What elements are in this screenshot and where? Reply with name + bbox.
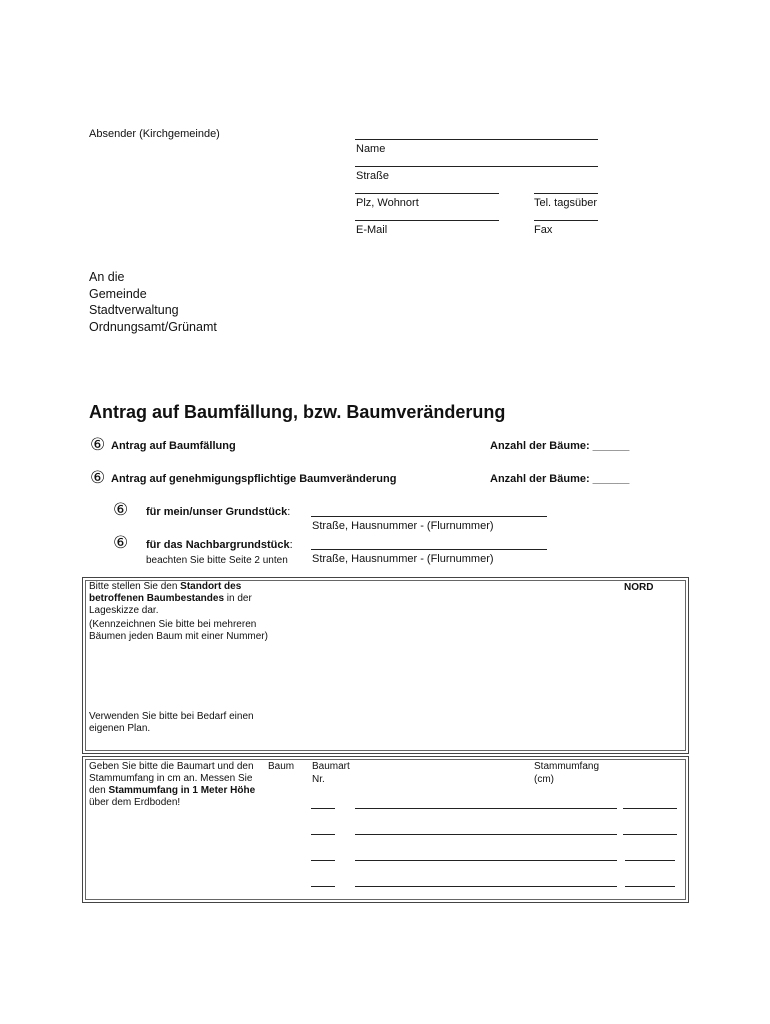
species-text-post: über dem Erdboden! bbox=[89, 797, 181, 808]
own-property-text: für mein/unser Grundstück bbox=[146, 506, 288, 518]
name-label: Name bbox=[356, 143, 386, 155]
colon: : bbox=[287, 506, 291, 518]
circumference-field[interactable] bbox=[623, 834, 677, 835]
page-title: Antrag auf Baumfällung, bzw. Baumveränderung bbox=[89, 402, 506, 422]
felling-option-label: Antrag auf Baumfällung bbox=[111, 440, 236, 452]
recipient-line: An die bbox=[89, 270, 125, 284]
location-text-bold: Standort des betroffenen Baumbestandes bbox=[89, 581, 242, 604]
recipient-line: Gemeinde bbox=[89, 286, 147, 301]
tree-number-field[interactable] bbox=[311, 860, 335, 861]
tree-number-field[interactable] bbox=[311, 808, 335, 809]
alteration-count-label: Anzahl der Bäume: ______ bbox=[490, 473, 630, 485]
species-field[interactable] bbox=[355, 834, 617, 835]
fax-label: Fax bbox=[534, 224, 553, 236]
own-plan-note: Verwenden Sie bitte bei Bedarf einen eigenen Plan. bbox=[89, 711, 254, 734]
felling-count-label: Anzahl der Bäume: ______ bbox=[490, 440, 630, 452]
species-field[interactable] bbox=[355, 886, 617, 887]
column-nr: Nr. bbox=[312, 774, 325, 785]
city-label: Plz, Wohnort bbox=[356, 197, 419, 209]
own-property-label bbox=[146, 506, 290, 519]
checkbox-icon[interactable]: ⑥ bbox=[90, 435, 106, 455]
own-property-address-field[interactable] bbox=[311, 516, 547, 517]
north-label: NORD bbox=[624, 582, 654, 593]
location-note: (Kennzeichnen Sie bitte bei mehreren Bäumen jeden Baum mit einer Nummer) bbox=[89, 619, 268, 642]
recipient-line: Ordnungsamt/Grünamt bbox=[89, 319, 217, 334]
email-label: E-Mail bbox=[356, 224, 388, 236]
tree-number-field[interactable] bbox=[311, 886, 335, 887]
name-field[interactable] bbox=[355, 139, 598, 140]
species-instructions bbox=[89, 761, 259, 809]
circumference-field[interactable] bbox=[625, 860, 675, 861]
species-text-bold: Stammumfang in 1 Meter Höhe bbox=[108, 785, 256, 796]
address-caption: Straße, Hausnummer - (Flurnummer) bbox=[312, 553, 494, 565]
location-text-pre: Bitte stellen Sie den bbox=[89, 581, 181, 592]
alteration-option-label: Antrag auf genehmigungspflichtige Baumveränderung bbox=[111, 473, 397, 485]
checkbox-icon[interactable]: ⑥ bbox=[90, 468, 106, 488]
street-label: Straße bbox=[356, 170, 390, 182]
neighbor-note: beachten Sie bitte Seite 2 unten bbox=[146, 555, 288, 566]
colon: : bbox=[289, 539, 293, 551]
column-species: Baumart bbox=[312, 761, 350, 772]
column-tree: Baum bbox=[268, 761, 295, 772]
street-field[interactable] bbox=[355, 166, 598, 167]
tree-number-field[interactable] bbox=[311, 834, 335, 835]
neighbor-property-text: für das Nachbargrundstück bbox=[146, 539, 290, 551]
circumference-field[interactable] bbox=[625, 886, 675, 887]
email-field[interactable] bbox=[355, 220, 499, 221]
checkbox-icon[interactable]: ⑥ bbox=[113, 533, 129, 553]
recipient-address bbox=[89, 269, 217, 335]
species-field[interactable] bbox=[355, 808, 617, 809]
address-caption: Straße, Hausnummer - (Flurnummer) bbox=[312, 520, 494, 532]
species-field[interactable] bbox=[355, 860, 617, 861]
sender-label: Absender (Kirchgemeinde) bbox=[89, 128, 220, 140]
location-text-post: in der Lageskizze dar. bbox=[89, 593, 252, 616]
phone-label: Tel. tagsüber bbox=[534, 197, 597, 209]
species-text-pre: Geben Sie bitte die Baumart und den Stammumfang in cm an. Messen Sie den bbox=[89, 761, 254, 796]
fax-field[interactable] bbox=[534, 220, 598, 221]
phone-field[interactable] bbox=[534, 193, 598, 194]
location-instructions bbox=[89, 581, 269, 617]
circumference-field[interactable] bbox=[623, 808, 677, 809]
city-field[interactable] bbox=[355, 193, 499, 194]
recipient-line: Stadtverwaltung bbox=[89, 303, 179, 317]
column-circumference: Stammumfang bbox=[534, 761, 600, 772]
neighbor-property-label bbox=[146, 539, 293, 552]
neighbor-address-field[interactable] bbox=[311, 549, 547, 550]
column-unit: (cm) bbox=[534, 774, 554, 785]
checkbox-icon[interactable]: ⑥ bbox=[113, 500, 129, 520]
